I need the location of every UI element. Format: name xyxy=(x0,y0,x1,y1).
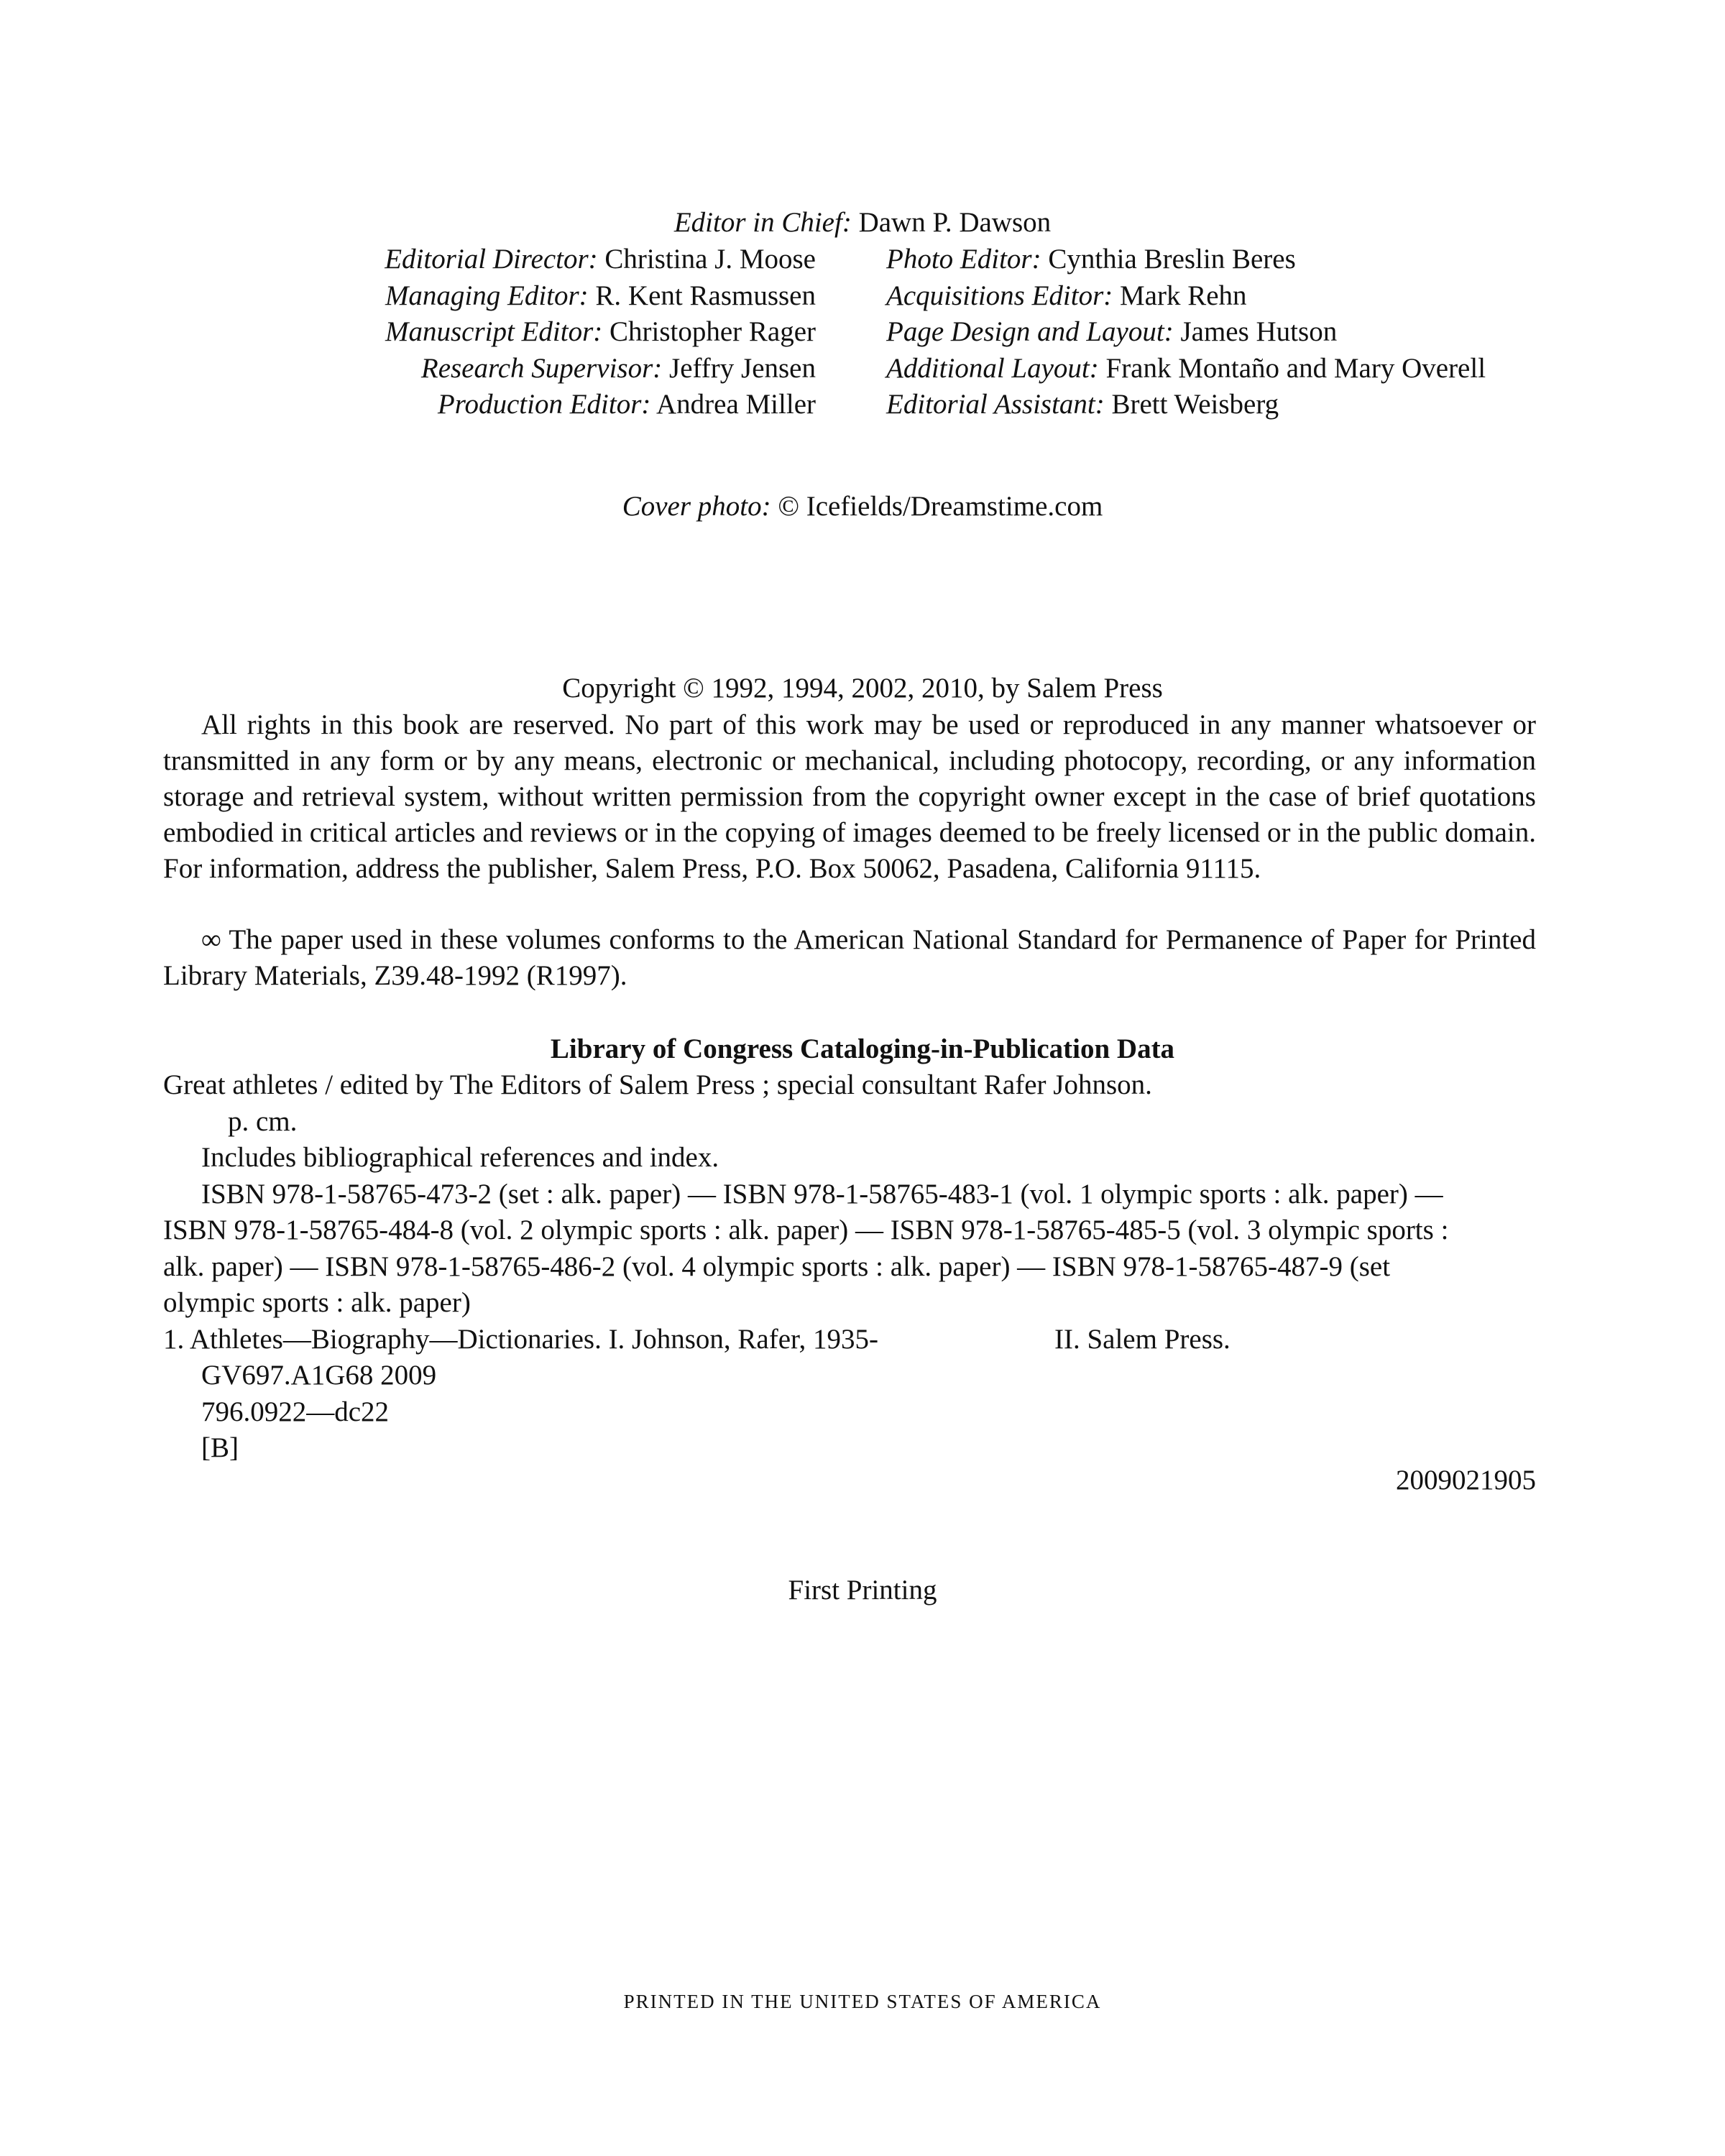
cip-added-entry: II. Salem Press. xyxy=(1054,1323,1230,1355)
infinity-icon: ∞ xyxy=(201,924,221,955)
cover-photo-credit xyxy=(0,489,1725,525)
credit-line xyxy=(886,314,1605,351)
credit-role: Managing Editor: xyxy=(385,280,589,311)
editor-in-chief-name: Dawn P. Dawson xyxy=(858,207,1052,238)
credit-name: Christopher Rager xyxy=(609,316,816,347)
cip-bracket: [B] xyxy=(201,1432,239,1463)
credit-role: Manuscript Editor: xyxy=(385,316,603,347)
paper-permanence-paragraph xyxy=(163,922,1536,994)
credit-line xyxy=(237,241,816,278)
credit-name: James Hutson xyxy=(1180,316,1338,347)
lccn-number: 2009021905 xyxy=(1396,1465,1536,1496)
credit-role: Editorial Director: xyxy=(385,244,598,275)
credit-name: Christina J. Moose xyxy=(604,244,816,275)
credit-line xyxy=(237,351,816,387)
printed-in-usa: PRINTED IN THE UNITED STATES OF AMERICA xyxy=(623,1991,1102,2012)
cip-subject-headings: 1. Athletes—Biography—Dictionaries. I. Johnson, Rafer, 1935- xyxy=(163,1323,878,1355)
credit-line xyxy=(886,241,1605,278)
cip-isbn-line: alk. paper) — ISBN 978-1-58765-486-2 (vol. 4 olympic sports : alk. paper) — ISBN 978-1-58765-487-9 (set xyxy=(163,1250,1391,1282)
credit-name: Cynthia Breslin Beres xyxy=(1048,244,1296,275)
rights-paragraph: All rights in this book are reserved. No part of this work may be used or reproduced in any manner whatsoever or transmitted in any form or by any means, electronic or mechanical, including photocopy, recording, or any information storage and retrieval system, without written permission from the copyright owner except in the case of brief quotations embodied in critical articles and reviews or in the copying of images deemed to be freely licensed or in the public domain. For information, address the publisher, Salem Press, P.O. Box 50062, Pasadena, California 91115. xyxy=(163,709,1536,884)
cover-photo-source: © Icefields/Dreamstime.com xyxy=(778,491,1103,522)
cip-notes: Includes bibliographical references and index. xyxy=(201,1142,719,1173)
credit-role: Additional Layout: xyxy=(886,352,1099,384)
cip-physical: p. cm. xyxy=(228,1105,298,1137)
credit-name: Frank Montaño and Mary Overell xyxy=(1105,352,1486,384)
credit-line xyxy=(237,278,816,315)
cip-entry: Great athletes / edited by The Editors of Salem Press ; special consultant Rafer Johnson. xyxy=(163,1069,1152,1100)
editor-in-chief-role: Editor in Chief: xyxy=(673,207,852,238)
first-printing: First Printing xyxy=(788,1575,937,1606)
credit-name: R. Kent Rasmussen xyxy=(595,280,816,311)
credit-role: Research Supervisor: xyxy=(420,352,663,384)
credit-line xyxy=(886,278,1605,315)
credit-name: Mark Rehn xyxy=(1120,280,1247,311)
cip-isbn-line: olympic sports : alk. paper) xyxy=(163,1287,471,1318)
credits-right-column xyxy=(886,241,1605,423)
cip-subjects xyxy=(163,1322,1536,1358)
credit-role: Acquisitions Editor: xyxy=(886,280,1113,311)
credit-name: Brett Weisberg xyxy=(1111,389,1279,420)
credit-role: Page Design and Layout: xyxy=(886,316,1174,347)
credit-line xyxy=(237,314,816,351)
credit-name: Andrea Miller xyxy=(656,389,816,420)
cip-heading: Library of Congress Cataloging-in-Publication Data xyxy=(550,1033,1175,1064)
cip-dewey: 796.0922—dc22 xyxy=(201,1396,390,1427)
cover-photo-role: Cover photo: xyxy=(622,491,771,522)
credits-left-column xyxy=(237,241,816,423)
credit-role: Production Editor: xyxy=(437,389,651,420)
credit-line xyxy=(886,351,1605,387)
credit-line xyxy=(237,387,816,423)
credit-role: Editorial Assistant: xyxy=(886,389,1105,420)
copyright-notice: Copyright © 1992, 1994, 2002, 2010, by Salem Press xyxy=(562,673,1163,704)
credit-role: Photo Editor: xyxy=(886,244,1041,275)
credit-name: Jeffry Jensen xyxy=(669,352,816,384)
cip-record xyxy=(163,1067,1536,1467)
cip-call-number: GV697.A1G68 2009 xyxy=(201,1360,437,1391)
editor-in-chief xyxy=(0,205,1725,241)
cip-isbn-line: ISBN 978-1-58765-484-8 (vol. 2 olympic sports : alk. paper) — ISBN 978-1-58765-485-5 (vol. 3 olympic sports : xyxy=(163,1215,1449,1245)
credit-line xyxy=(886,387,1605,423)
paper-permanence-text: The paper used in these volumes conforms to the American National Standard for Permanence of Paper for Printed Library Materials, Z39.48-1992 (R1997). xyxy=(163,924,1536,991)
cip-isbn-line: ISBN 978-1-58765-473-2 (set : alk. paper) — ISBN 978-1-58765-483-1 (vol. 1 olympic sports : alk. paper) — xyxy=(201,1178,1443,1210)
